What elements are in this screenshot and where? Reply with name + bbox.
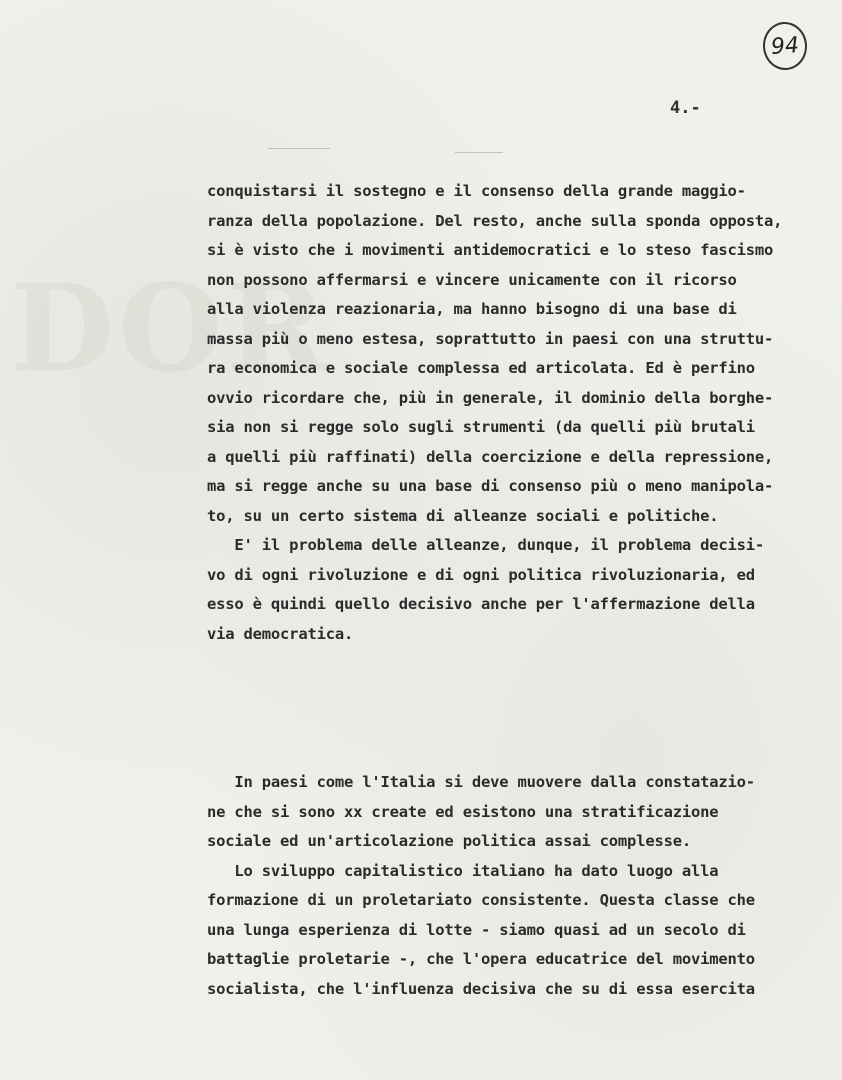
paragraph-block-2 [207,768,837,1004]
text-line: socialista, che l'influenza decisiva che su di essa esercita [207,979,755,998]
handwritten-page-number [761,21,808,72]
faint-rule-left [268,148,330,149]
text-line: to, su un certo sistema di alleanze sociali e politiche. [207,506,719,525]
text-line: una lunga esperienza di lotte - siamo quasi ad un secolo di [207,920,746,939]
typed-page-marker: 4.- [670,98,701,118]
text-line: a quelli più raffinati) della coercizione e della repressione, [207,447,774,466]
text-line: si è visto che i movimenti antidemocratici e lo steso fascismo [207,241,774,259]
text-line: ovvio ricordare che, più in generale, il dominio della borghe- [207,388,774,407]
text-line: ne che si sono xx create ed esistono una stratificazione [207,802,719,821]
text-line: Lo sviluppo capitalistico italiano ha dato luogo alla [207,861,719,880]
text-line: massa più o meno estesa, soprattutto in paesi con una struttu- [207,329,774,348]
text-line: non possono affermarsi e vincere unicamente con il ricorso [207,270,737,289]
text-line: ma si regge anche su una base di consenso più o meno manipola- [207,477,774,495]
text-line: In paesi come l'Italia si deve muovere dalla constatazio- [207,773,755,791]
text-line: ranza della popolazione. Del resto, anche sulla sponda opposta, [207,211,783,230]
text-line: ra economica e sociale complessa ed articolata. Ed è perfino [207,359,755,377]
text-line: esso è quindi quello decisivo anche per l'affermazione della [207,595,755,613]
text-line: battaglie proletarie -, che l'opera educatrice del movimento [207,950,755,968]
text-line: formazione di un proletariato consistente. Questa classe che [207,891,755,909]
text-line: E' il problema delle alleanze, dunque, il problema decisi- [207,536,765,554]
faint-rule-right [455,152,503,153]
text-line: conquistarsi il sostegno e il consenso della grande maggio- [207,182,746,200]
text-line: sia non si regge solo sugli strumenti (da quelli più brutali [207,418,755,436]
text-line: sociale ed un'articolazione politica assai complesse. [207,832,691,850]
text-line: alla violenza reazionaria, ma hanno bisogno di una base di [207,300,737,318]
text-line: vo di ogni rivoluzione e di ogni politica rivoluzionaria, ed [207,565,755,584]
background-watermark-ghost: DOR [10,258,331,399]
text-line: via democratica. [207,624,354,643]
handwritten-page-number-text: 94 [770,32,800,60]
paragraph-block-1 [207,177,837,649]
